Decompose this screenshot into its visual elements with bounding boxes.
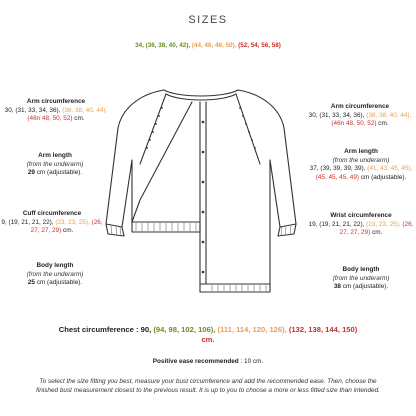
body-length-right-sub: (from the underarm) — [332, 274, 390, 282]
sizes-main: 34, (36, 38, 40, 42), — [135, 42, 191, 49]
body-length-left-heading: Body length — [36, 262, 74, 269]
ease-value: : 10 cm. — [240, 358, 264, 365]
right-front-hem — [200, 284, 270, 292]
sizes-list — [0, 42, 416, 49]
cardigan-illustration — [96, 72, 306, 294]
chest-unit: cm. — [201, 335, 215, 344]
body-length-right-value: 38 — [333, 283, 341, 291]
arm-circ-right-orange: (38, 38, 40, 44), — [366, 111, 412, 119]
page-title: SIZES — [188, 14, 228, 26]
chest-green: (94, 98, 102, 106), — [153, 325, 216, 334]
arm-length-right — [308, 148, 414, 182]
chest-label: Chest circumference — [58, 325, 134, 334]
arm-circ-right-unit: cm. — [378, 120, 389, 128]
cuff-circ-orange: (23, 23, 25), — [55, 218, 90, 226]
collar-inner — [166, 94, 236, 100]
cuff-circ-red: (26, 27, 27, 29) — [30, 218, 103, 235]
cuff-circumference-heading: Cuff circumference — [22, 210, 82, 217]
arm-circumference-right-heading: Arm circumference — [330, 103, 390, 110]
wrist-circ-base: 19, (19, 21, 21, 22), — [308, 220, 365, 228]
collar-outline — [164, 90, 238, 96]
right-raglan — [236, 94, 260, 164]
arm-length-left-heading: Arm length — [38, 152, 72, 159]
sizes-red: (52, 54, 56, 58) — [238, 42, 281, 49]
cuff-circ-base: 9, (19, 21, 21, 22), — [1, 218, 54, 226]
left-sleeve — [106, 90, 164, 227]
arm-circ-right-base: 30, (31, 33, 34, 36), — [308, 111, 365, 119]
arm-length-left-unit: cm (adjustable). — [36, 169, 83, 177]
chest-orange: (111, 114, 120, 126), — [217, 325, 287, 334]
arm-length-left — [10, 152, 100, 178]
arm-length-left-value: 29 — [27, 169, 35, 177]
body-length-right-heading: Body length — [342, 266, 380, 273]
chest-red: (132, 138, 144, 150) — [288, 325, 358, 334]
ease-label: Positive ease recommended — [152, 358, 239, 365]
arm-circumference-left — [2, 98, 110, 124]
chest-base: : 90, — [135, 325, 152, 334]
arm-circ-left-orange: (38, 38, 40, 44), — [62, 106, 108, 114]
right-sleeve — [238, 90, 296, 227]
body-length-left-value: 25 — [27, 279, 35, 287]
arm-circumference-left-heading: Arm circumference — [26, 98, 86, 105]
arm-circ-left-base: 30, (31, 33, 34, 36), — [4, 106, 61, 114]
ease-recommendation — [0, 358, 416, 365]
chest-circumference — [0, 325, 416, 345]
body-length-left — [10, 262, 100, 288]
arm-length-right-base: 37, (39, 39, 39, 39), — [309, 165, 366, 173]
wrist-circ-red: (26, 27, 27, 29) — [339, 220, 414, 237]
body-length-right-unit: cm (adjustable). — [342, 283, 389, 291]
sizes-orange: (44, 46, 48, 50), — [191, 42, 237, 49]
arm-length-right-heading: Arm length — [344, 148, 378, 155]
arm-length-left-sub: (from the underarm) — [26, 160, 84, 168]
arm-circ-right-red: (46n 48, 50, 52) — [331, 120, 377, 128]
wrist-circumference-heading: Wrist circumference — [330, 212, 392, 219]
body-length-left-unit: cm (adjustable). — [36, 279, 83, 287]
cuff-circ-unit: cm. — [63, 227, 74, 235]
arm-length-right-red: (45, 45, 45, 49) — [315, 173, 360, 181]
arm-circ-left-unit: cm. — [74, 115, 85, 123]
wrist-circumference — [308, 212, 414, 238]
body-length-right — [312, 266, 410, 292]
arm-length-right-unit: cm (adjustable). — [360, 173, 407, 181]
arm-length-right-orange: (41, 43, 45, 45), — [367, 165, 413, 173]
body-length-left-sub: (from the underarm) — [26, 270, 84, 278]
cuff-circumference — [0, 210, 104, 236]
wrist-circ-unit: cm. — [372, 229, 383, 237]
arm-circ-left-red: (46n 48, 50, 52) — [27, 115, 73, 123]
size-selection-note: To select the size fitting you best, measure your bust circumference and add the recommended ease. Then, choose the finished bust measurement closest to the previous result. It is up to you to choose a more or less fitted size than intended. — [36, 378, 380, 394]
arm-length-right-sub: (from the underarm) — [332, 156, 390, 164]
arm-circumference-right — [306, 103, 414, 129]
left-raglan — [140, 94, 166, 164]
wrist-circ-orange: (23, 23, 25), — [366, 220, 401, 228]
